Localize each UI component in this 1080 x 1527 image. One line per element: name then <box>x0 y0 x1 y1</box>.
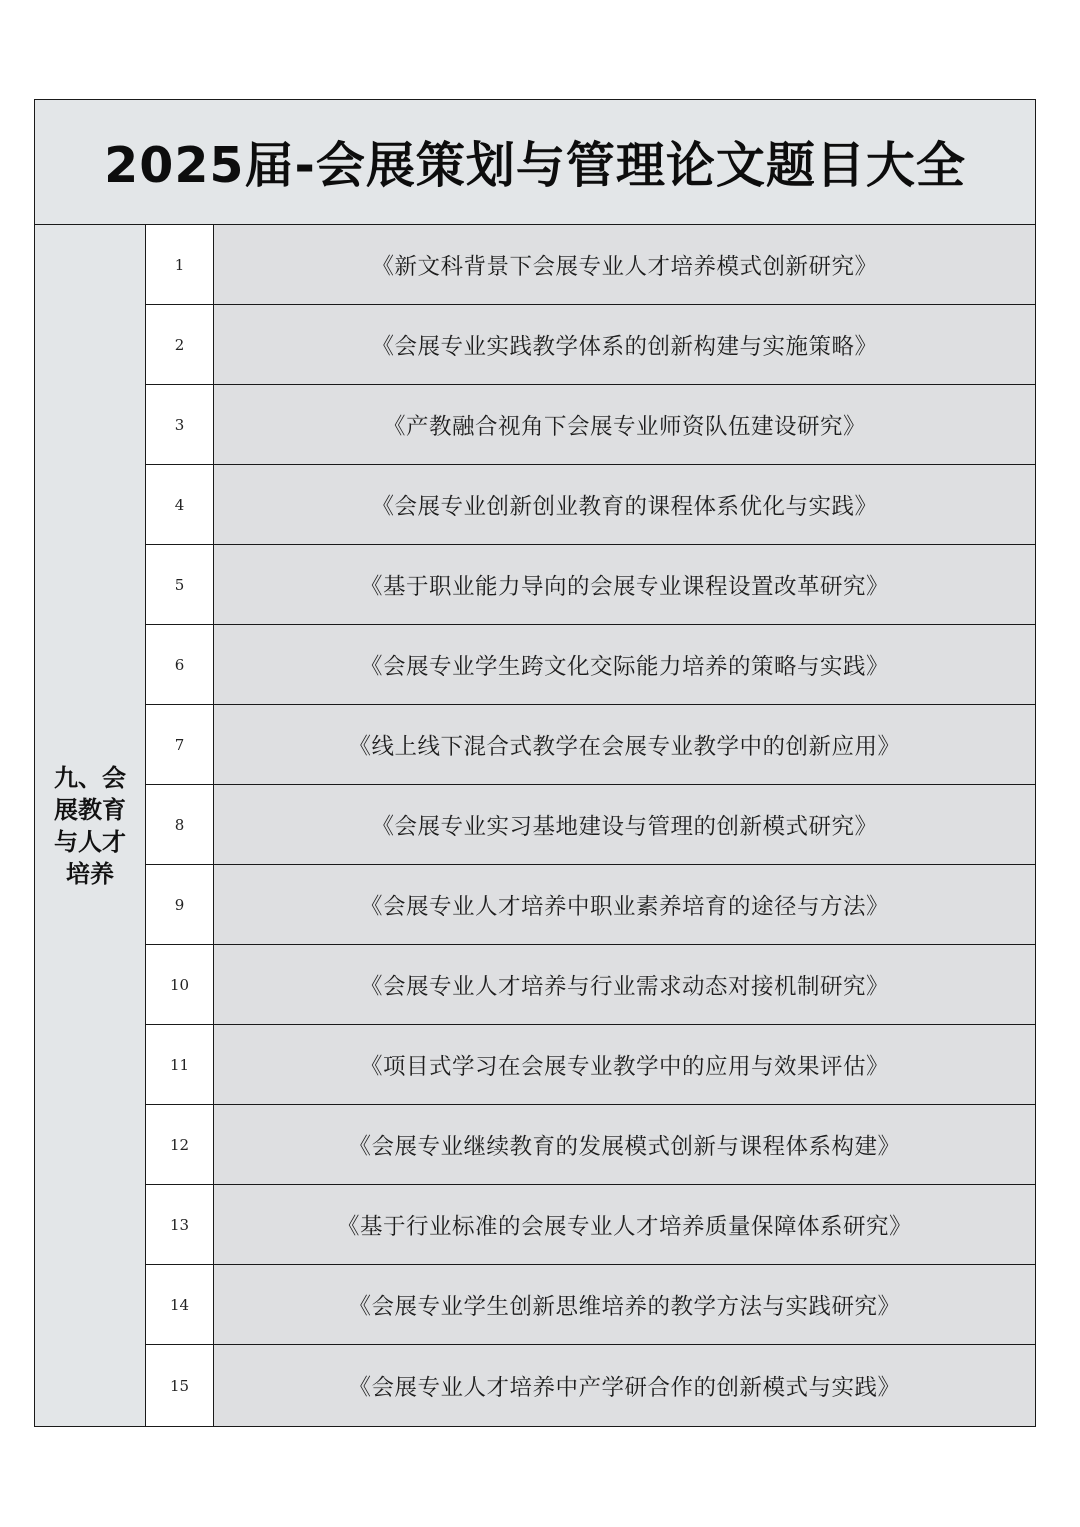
table-row <box>146 305 1035 385</box>
row-number: 5 <box>146 545 214 624</box>
topic-title: 《会展专业人才培养中职业素养培育的途径与方法》 <box>214 865 1035 944</box>
table-row <box>146 1345 1035 1426</box>
row-number: 11 <box>146 1025 214 1104</box>
row-number: 4 <box>146 465 214 544</box>
row-number: 7 <box>146 705 214 784</box>
topic-title: 《基于行业标准的会展专业人才培养质量保障体系研究》 <box>214 1185 1035 1264</box>
table-body <box>35 225 1035 1426</box>
row-number: 6 <box>146 625 214 704</box>
topic-title: 《项目式学习在会展专业教学中的应用与效果评估》 <box>214 1025 1035 1104</box>
title-bar <box>35 100 1035 225</box>
row-number: 15 <box>146 1345 214 1426</box>
table-row <box>146 1265 1035 1345</box>
table-row <box>146 705 1035 785</box>
page-title: 2025届-会展策划与管理论文题目大全 <box>104 137 966 194</box>
row-number: 2 <box>146 305 214 384</box>
topic-title: 《会展专业人才培养中产学研合作的创新模式与实践》 <box>214 1345 1035 1426</box>
row-number: 8 <box>146 785 214 864</box>
topic-title: 《会展专业人才培养与行业需求动态对接机制研究》 <box>214 945 1035 1024</box>
table-row <box>146 865 1035 945</box>
table-row <box>146 625 1035 705</box>
topic-table <box>34 99 1036 1427</box>
table-row <box>146 1105 1035 1185</box>
topic-title: 《会展专业实践教学体系的创新构建与实施策略》 <box>214 305 1035 384</box>
topic-title: 《产教融合视角下会展专业师资队伍建设研究》 <box>214 385 1035 464</box>
topic-title: 《会展专业学生跨文化交际能力培养的策略与实践》 <box>214 625 1035 704</box>
row-number: 1 <box>146 225 214 304</box>
table-row <box>146 225 1035 305</box>
table-row <box>146 385 1035 465</box>
table-row <box>146 785 1035 865</box>
table-row <box>146 945 1035 1025</box>
topic-rows <box>146 225 1035 1426</box>
category-cell <box>35 225 146 1426</box>
topic-title: 《线上线下混合式教学在会展专业教学中的创新应用》 <box>214 705 1035 784</box>
table-row <box>146 465 1035 545</box>
topic-title: 《会展专业实习基地建设与管理的创新模式研究》 <box>214 785 1035 864</box>
topic-title: 《会展专业继续教育的发展模式创新与课程体系构建》 <box>214 1105 1035 1184</box>
topic-title: 《会展专业学生创新思维培养的教学方法与实践研究》 <box>214 1265 1035 1344</box>
row-number: 14 <box>146 1265 214 1344</box>
table-row <box>146 1185 1035 1265</box>
table-row <box>146 545 1035 625</box>
topic-title: 《新文科背景下会展专业人才培养模式创新研究》 <box>214 225 1035 304</box>
category-label: 九、会展教育与人才培养 <box>54 763 126 888</box>
row-number: 12 <box>146 1105 214 1184</box>
row-number: 13 <box>146 1185 214 1264</box>
row-number: 10 <box>146 945 214 1024</box>
table-row <box>146 1025 1035 1105</box>
topic-title: 《基于职业能力导向的会展专业课程设置改革研究》 <box>214 545 1035 624</box>
row-number: 3 <box>146 385 214 464</box>
row-number: 9 <box>146 865 214 944</box>
topic-title: 《会展专业创新创业教育的课程体系优化与实践》 <box>214 465 1035 544</box>
